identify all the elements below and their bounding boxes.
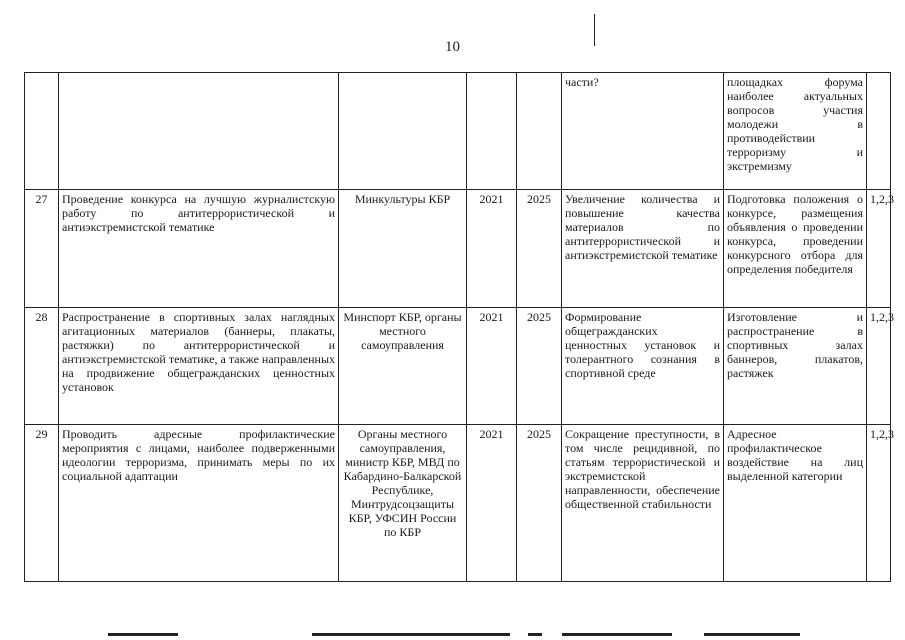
scan-edge-mark <box>312 633 510 636</box>
year-start-cell <box>467 73 517 190</box>
indicator-cell: площадках форума наиболее актуальных вопросов участия молодежи в противодействии терроризму и экстремизму <box>724 73 867 190</box>
measure-cell: Распространение в спортивных залах наглядных агитационных материалов (баннеры, плакаты, растяжки) по антитеррористической и антиэкстремистской тематике, а также направленных на продвижение общегражданских ценностных установок <box>59 308 339 425</box>
codes-cell: 1,2,3 <box>867 190 891 308</box>
year-start-cell: 2021 <box>467 308 517 425</box>
table-row <box>25 425 891 582</box>
year-start-cell: 2021 <box>467 190 517 308</box>
year-end-cell: 2025 <box>517 308 562 425</box>
executor-cell: Минкультуры КБР <box>339 190 467 308</box>
result-cell: Сокращение преступности, в том числе рецидивной, по статьям террористической и экстремистской направленности, обеспечение общественной стабильности <box>562 425 724 582</box>
result-cell: Увеличение количества и повышение качества материалов по антитеррористической и антиэкстремистской тематике <box>562 190 724 308</box>
row-number: 28 <box>25 308 59 425</box>
indicator-cell: Изготовление и распространение в спортивных залах баннеров, плакатов, растяжек <box>724 308 867 425</box>
year-end-cell: 2025 <box>517 425 562 582</box>
executor-cell <box>339 73 467 190</box>
indicator-cell: Адресное профилактическое воздействие на лиц выделенной категории <box>724 425 867 582</box>
codes-cell: 1,2,3 <box>867 425 891 582</box>
scan-mark-vertical <box>594 14 595 46</box>
year-end-cell: 2025 <box>517 190 562 308</box>
measure-cell: Проводить адресные профилактические мероприятия с лицами, наиболее подверженными идеологии терроризма, принимать меры по их социальной адаптации <box>59 425 339 582</box>
table-row <box>25 308 891 425</box>
executor-cell: Органы местного самоуправления, министр КБР, МВД по Кабардино-Балкарской Республике, Минтрудсоцзащиты КБР, УФСИН России по КБР <box>339 425 467 582</box>
table-row <box>25 73 891 190</box>
scan-edge-mark <box>562 633 672 636</box>
codes-cell: 1,2,3 <box>867 308 891 425</box>
scan-edge-mark <box>108 633 178 636</box>
indicator-cell: Подготовка положения о конкурсе, размещения объявления о проведении конкурса, проведении конкурсного отбора для определения победителя <box>724 190 867 308</box>
table-row <box>25 190 891 308</box>
row-number <box>25 73 59 190</box>
row-number: 29 <box>25 425 59 582</box>
year-start-cell: 2021 <box>467 425 517 582</box>
executor-cell: Минспорт КБР, органы местного самоуправления <box>339 308 467 425</box>
result-cell: Формирование общегражданских ценностных установок и толерантного сознания в спортивной среде <box>562 308 724 425</box>
row-number: 27 <box>25 190 59 308</box>
year-end-cell <box>517 73 562 190</box>
scan-edge-mark <box>704 633 800 636</box>
codes-cell <box>867 73 891 190</box>
measure-cell: Проведение конкурса на лучшую журналистскую работу по антитеррористической и антиэкстремистской тематике <box>59 190 339 308</box>
measure-cell <box>59 73 339 190</box>
page-number: 10 <box>445 39 460 55</box>
measures-table <box>24 72 894 582</box>
scan-edge-mark <box>528 633 542 636</box>
result-cell: части? <box>562 73 724 190</box>
